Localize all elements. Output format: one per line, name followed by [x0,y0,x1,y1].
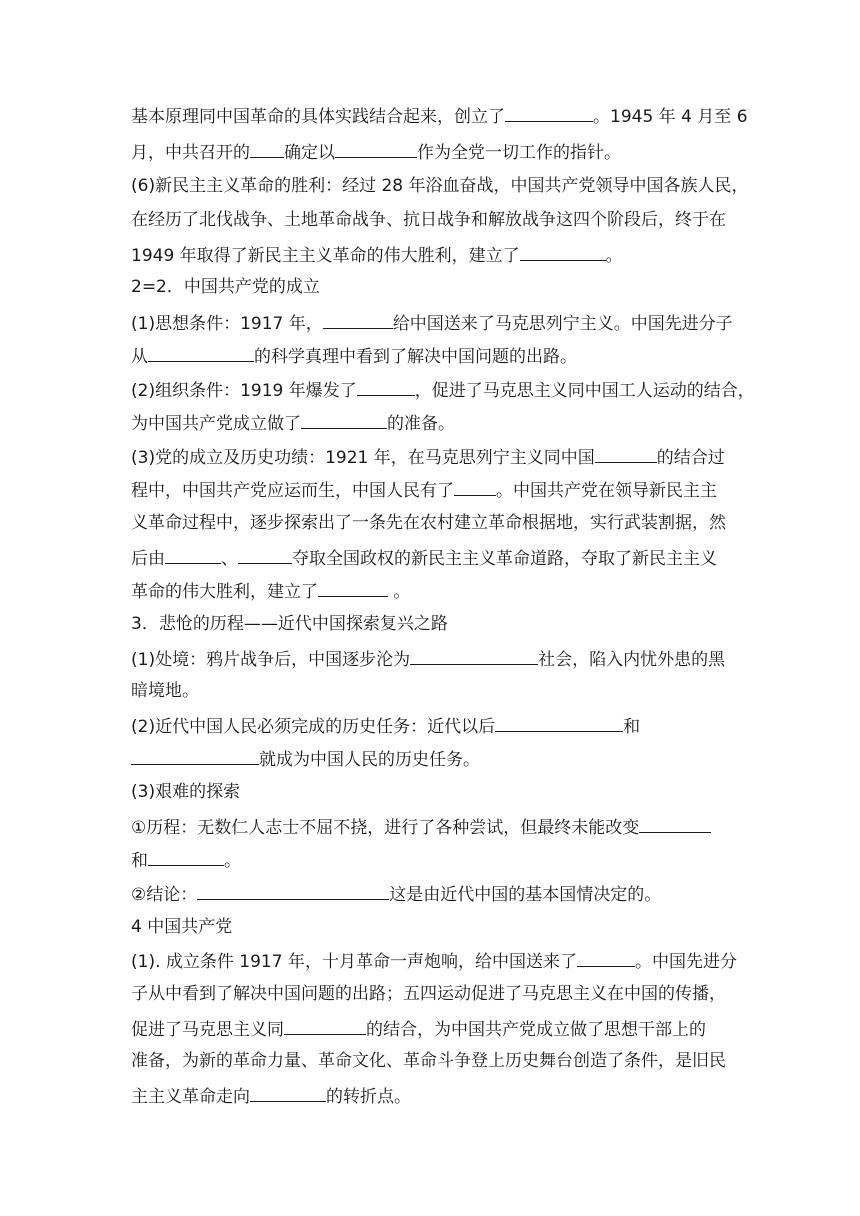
text-line [131,512,726,534]
text-line [131,209,726,231]
text-line [131,579,410,603]
text-segment: (2)组织条件：1919 年爆发了 [131,381,357,401]
text-segment: (2)近代中国人民必须完成的历史任务：近代以后 [131,717,496,737]
text-segment: 。中国先进分 [634,952,737,972]
text-segment: 的转折点。 [326,1087,411,1107]
fill-in-blank [639,815,711,833]
text-line [131,949,737,973]
fill-in-blank [131,747,259,765]
text-line [131,311,733,335]
text-segment: 2=2．中国共产党的成立 [131,277,320,297]
text-segment: 的结合，为中国共产党成立做了思想干部上的 [366,1020,706,1040]
text-segment: 基本原理同中国革命的具体实践结合起来，创立了 [131,107,505,127]
text-segment: 社会，陷入内忧外患的黑 [538,650,726,670]
text-segment: 这是由近代中国的基本国情决定的。 [389,885,662,905]
text-segment: 从 [131,347,148,367]
text-line [131,714,640,738]
text-line [131,882,661,906]
text-segment: 暗境地。 [131,681,199,701]
fill-in-blank [595,445,657,463]
fill-in-blank [357,378,415,396]
text-segment: 。中国共产党在领导新民主主 [496,481,717,501]
text-line [131,445,725,469]
text-segment: 。 [605,246,623,266]
text-segment: 夺取全国政权的新民主主义革命道路，夺取了新民主主义 [292,549,717,569]
text-segment: 确定以 [284,143,335,163]
fill-in-blank [301,411,387,429]
text-line [131,781,240,803]
text-line [131,546,717,570]
text-segment: 3．悲怆的历程——近代中国探索复兴之路 [131,614,448,634]
text-segment: (3)艰难的探索 [131,782,241,802]
fill-in-blank [410,647,538,665]
text-line [131,613,448,635]
text-segment: 1949 年取得了新民主主义革命的伟大胜利，建立了 [131,246,520,266]
fill-in-blank [520,243,606,261]
text-segment: 和 [623,717,641,737]
text-line [131,1017,706,1041]
text-segment: 主主义革命走向 [131,1087,250,1107]
text-segment: 的结合过 [656,448,725,468]
text-segment: 程中，中国共产党应运而生，中国人民有了 [131,481,454,501]
text-segment: 。 [388,582,411,602]
text-segment: 4 中国共产党 [131,917,233,937]
text-line [131,140,621,164]
text-segment: 就成为中国人民的历史任务。 [259,750,480,770]
text-line [131,344,577,368]
text-line [131,276,320,298]
text-line [131,647,725,671]
text-line [131,104,748,128]
text-segment: (1)思想条件：1917 年， [131,314,323,334]
text-segment: ②结论： [131,885,198,905]
text-line [131,747,480,771]
text-segment: 给中国送来了马克思列宁主义。中国先进分子 [392,314,733,334]
text-segment: 子从中看到了解决中国问题的出路；五四运动促进了马克思主义在中国的传播， [131,984,726,1004]
fill-in-blank [318,579,388,597]
fill-in-blank [454,478,496,496]
text-segment: 准备，为新的革命力量、革命文化、革命斗争登上历史舞台创造了条件，是旧民 [131,1051,726,1071]
text-segment: (1). 成立条件 1917 年，十月革命一声炮响，给中国送来了 [131,952,577,972]
text-line [131,411,455,435]
fill-in-blank [148,848,224,866]
text-segment: 为中国共产党成立做了 [131,414,301,434]
text-line [131,815,711,839]
text-segment: 促进了马克思主义同 [131,1020,284,1040]
fill-in-blank [238,546,292,564]
text-segment: (6)新民主主义革命的胜利：经过 28 年浴血奋战，中国共产党领导中国各族人民， [131,176,749,196]
fill-in-blank [250,1084,326,1102]
text-line [131,243,623,267]
text-segment: 的科学真理中看到了解决中国问题的出路。 [254,347,577,367]
text-line [131,916,232,938]
text-line [131,378,755,402]
text-line [131,175,749,197]
text-segment: (1)处境：鸦片战争后，中国逐步沦为 [131,650,411,670]
text-line [131,848,241,872]
fill-in-blank [148,344,254,362]
text-line [131,1050,726,1072]
text-segment: 和 [131,851,148,871]
text-segment: ①历程：无数仁人志士不屈不挠，进行了各种尝试，但最终未能改变 [131,818,640,838]
text-segment: 的准备。 [387,414,455,434]
fill-in-blank [250,140,284,158]
text-segment: 。 [224,851,241,871]
text-segment: 在经历了北伐战争、土地革命战争、抗日战争和解放战争这四个阶段后，终于在 [131,210,726,230]
fill-in-blank [197,882,389,900]
text-line [131,478,717,502]
fill-in-blank [323,311,393,329]
text-segment: 革命的伟大胜利，建立了 [131,582,318,602]
fill-in-blank [165,546,221,564]
text-line [131,680,199,702]
text-segment: (3)党的成立及历史功绩：1921 年，在马克思列宁主义同中国 [131,448,595,468]
text-line [131,1084,411,1108]
text-segment: 后由 [131,549,165,569]
text-segment: ，促进了马克思主义同中国工人运动的结合， [414,381,755,401]
fill-in-blank [495,714,623,732]
text-segment: 月，中共召开的 [131,143,250,163]
fill-in-blank [577,949,635,967]
text-segment: 。1945 年 4 月至 6 [593,107,748,127]
fill-in-blank [505,104,593,122]
text-line [131,983,726,1005]
text-segment: 作为全党一切工作的指针。 [417,143,621,163]
fill-in-blank [284,1017,366,1035]
text-segment: 义革命过程中，逐步探索出了一条先在农村建立革命根据地，实行武装割据，然 [131,513,726,533]
text-segment: 、 [221,549,238,569]
fill-in-blank [335,140,417,158]
